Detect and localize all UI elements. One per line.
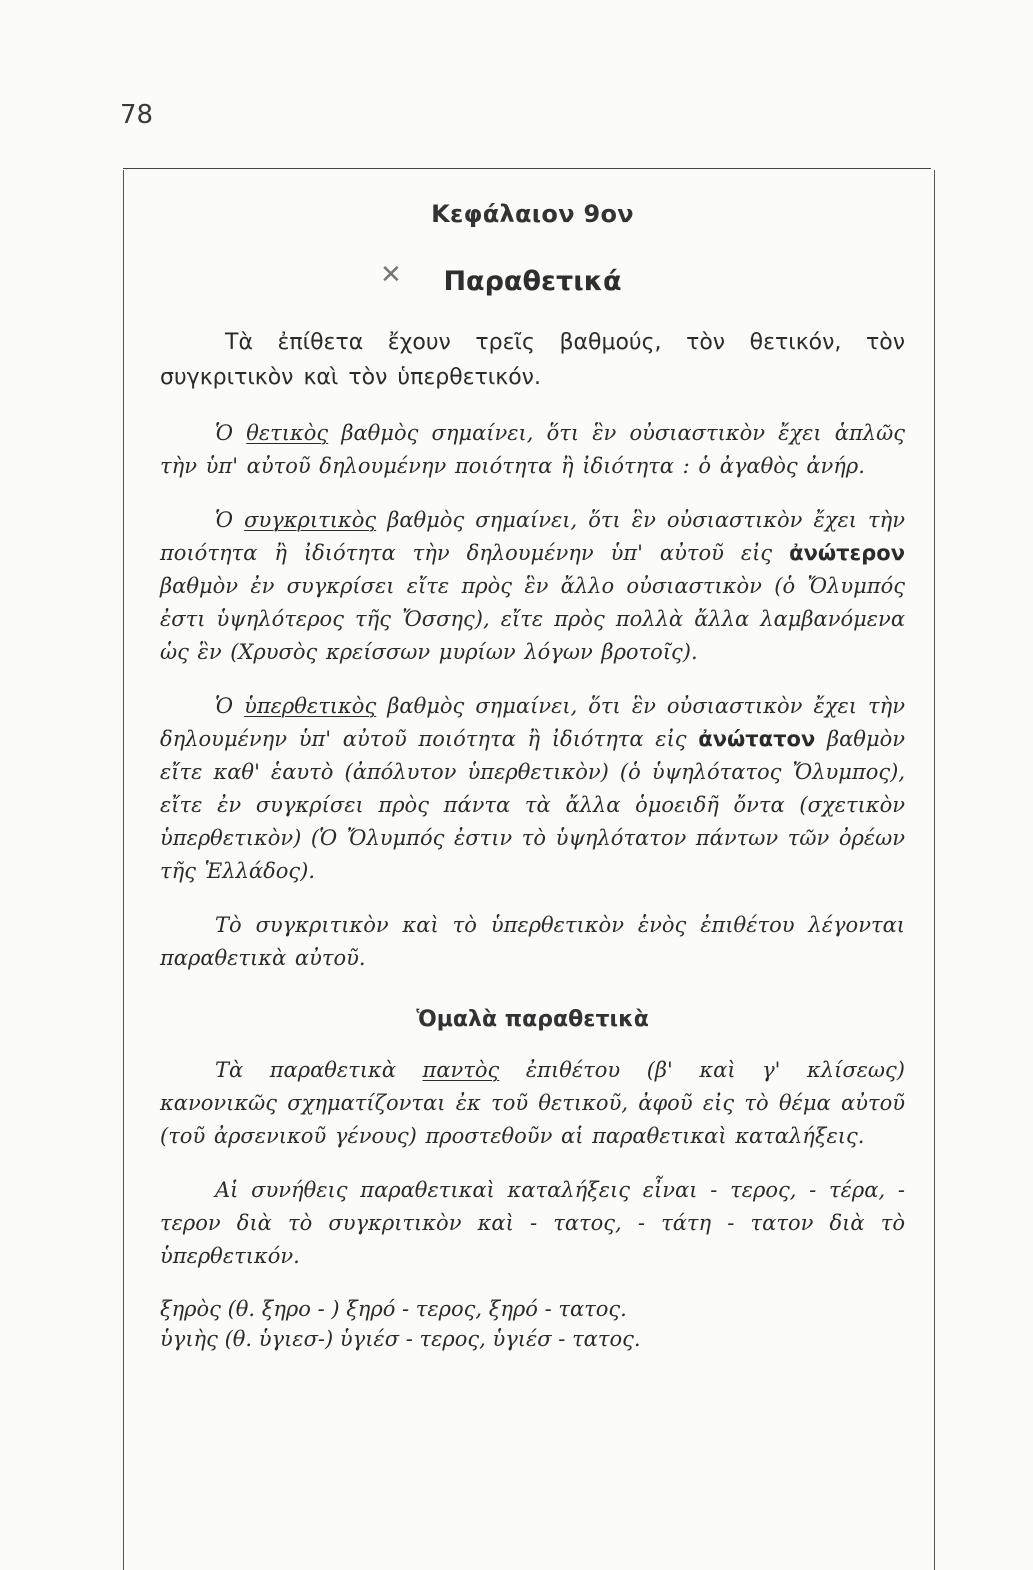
superlative-paragraph	[160, 690, 905, 888]
positive-pre: Ὁ	[215, 421, 247, 445]
superlative-term: ὑπερθετικὸς	[244, 694, 377, 718]
regular-text: ἐπιθέτου (β' καὶ γ' κλίσεως) κανονικῶς σχηματίζονται ἐκ τοῦ θετικοῦ, ἀφοῦ εἰς τὸ θέμα αὐτοῦ (τοῦ ἀρσενικοῦ γένους) προστεθοῦν αἱ παραθετικαὶ καταλήξεις.	[160, 1058, 906, 1148]
comparative-text-end: βαθμὸν ἐν συγκρίσει εἴτε πρὸς ἓν ἄλλο οὐσιαστικὸν (ὁ Ὄλυμπός ἐστι ὑψηλότερος τῆς Ὄσσης), εἴτε πρὸς πολλὰ ἄλλα λαμβανόμενα ὡς ἓν (Χρυσὸς κρείσσων μυρίων λόγων βροτοῖς).	[160, 574, 905, 664]
page-number: 78	[120, 100, 154, 130]
positive-text: βαθμὸς σημαίνει, ὅτι ἓν οὐσιαστικὸν ἔχει ἁπλῶς τὴν ὑπ' αὐτοῦ δηλουμένην ποιότητα ἢ ἰδιότητα : ὁ ἀγαθὸς ἀνήρ.	[160, 421, 905, 478]
frame-top-rule	[123, 168, 931, 169]
positive-paragraph	[160, 417, 905, 483]
regular-paragraph	[160, 1054, 905, 1153]
example-line: ὑγιὴς (θ. ὑγιεσ-) ὑγιέσ - τερος, ὑγιέσ - τατος.	[160, 1327, 641, 1351]
endings-paragraph: Αἱ συνήθεις παραθετικαὶ καταλήξεις εἶναι - τερος, - τέρα, - τερον διὰ τὸ συγκριτικὸν καὶ - τατος, - τάτη - τατον διὰ τὸ ὑπερθετικόν.	[160, 1178, 905, 1268]
handwritten-cross-mark-icon: ✕	[380, 260, 402, 290]
comparative-pre: Ὁ	[215, 508, 245, 532]
comparative-term: συγκριτικὸς	[244, 508, 377, 532]
comparative-bold: ἀνώτερον	[789, 541, 905, 565]
regular-term: παντὸς	[422, 1058, 500, 1082]
superlative-text: βαθμὸς σημαίνει, ὅτι ἓν οὐσιαστικὸν ἔχει τὴν δηλουμένην ὑπ' αὐτοῦ ποιότητα ἢ ἰδιότητα εἰς	[160, 694, 905, 751]
positive-term: θετικὸς	[246, 421, 329, 445]
examples-list	[160, 1294, 905, 1354]
comparative-text: βαθμὸς σημαίνει, ὅτι ἓν οὐσιαστικὸν ἔχει τὴν ποιότητα ἢ ἰδιότητα τὴν δηλουμένην ὑπ' αὐτοῦ εἰς	[160, 508, 905, 565]
page-title: Παραθετικά	[443, 266, 622, 297]
superlative-bold: ἀνώτατον	[698, 727, 816, 751]
intro-paragraph: Τὰ ἐπίθετα ἔχουν τρεῖς βαθμούς, τὸν θετικόν, τὸν συγκριτικὸν καὶ τὸν ὑπερθετικόν.	[160, 330, 905, 390]
page-content	[160, 195, 905, 1354]
title-row	[160, 260, 905, 297]
chapter-heading: Κεφάλαιον 9ον	[431, 200, 634, 228]
regular-pre: Τὰ παραθετικὰ	[215, 1058, 423, 1082]
summary-paragraph: Τὸ συγκριτικὸν καὶ τὸ ὑπερθετικὸν ἑνὸς ἐπιθέτου λέγονται παραθετικὰ αὐτοῦ.	[160, 913, 905, 970]
superlative-pre: Ὁ	[215, 694, 245, 718]
regular-comparatives-heading: Ὁμαλὰ παραθετικὰ	[416, 1007, 649, 1032]
comparative-paragraph	[160, 504, 905, 669]
superlative-text-end: βαθμὸν εἴτε καθ' ἑαυτὸ (ἀπόλυτον ὑπερθετικὸν) (ὁ ὑψηλότατος Ὄλυμπος), εἴτε ἐν συγκρίσει πρὸς πάντα τὰ ἄλλα ὁμοειδῆ ὄντα (σχετικὸν ὑπερθετικὸν) (Ὁ Ὄλυμπός ἐστιν τὸ ὑψηλότατον πάντων τῶν ὀρέων τῆς Ἑλλάδος).	[160, 727, 905, 883]
example-line: ξηρὸς (θ. ξηρο - ) ξηρό - τερος, ξηρό - τατος.	[160, 1297, 627, 1321]
